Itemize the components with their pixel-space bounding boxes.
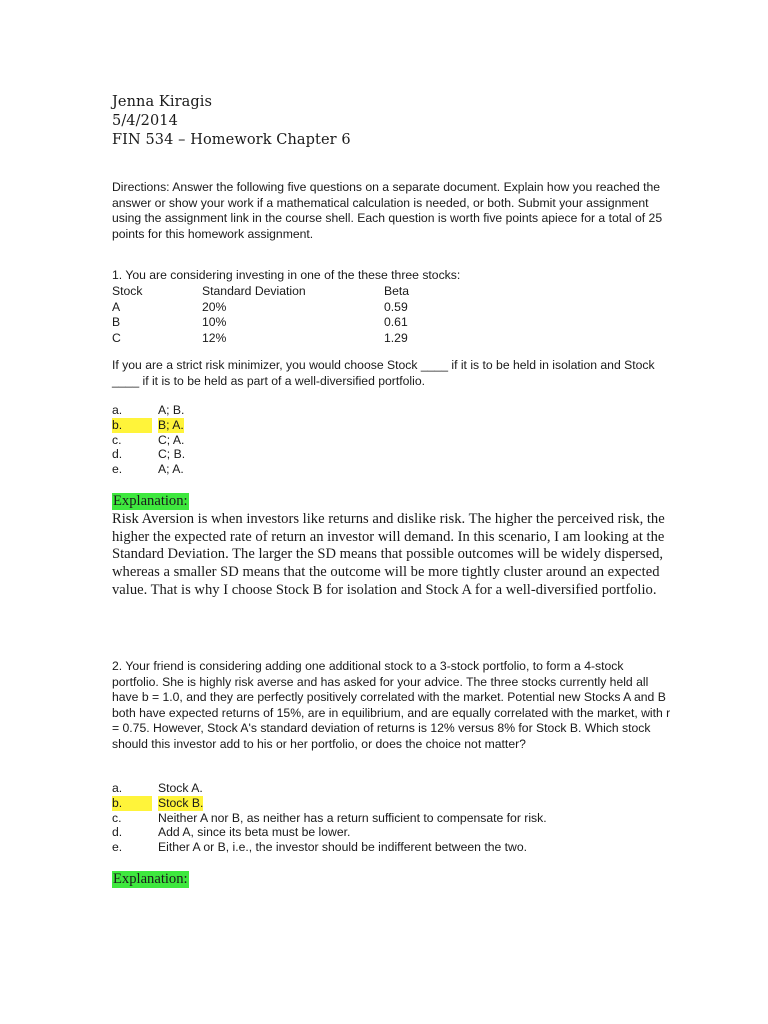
option-letter: e. [112,462,123,477]
question-1-prompt: 1. You are considering investing in one of the these three stocks: [112,268,461,282]
table-cell-beta: 1.29 [384,330,408,345]
option-text: Add A, since its beta must be lower. [158,825,351,840]
document-date: 5/4/2014 [112,113,178,129]
table-header-stock: Stock [112,284,143,298]
directions-paragraph: Directions: Answer the following five questions on a separate document. Explain how you reached the answer or show your work if a mathematical calculation is needed, or both. Submit your assignment using the assignment link in the course shell. Each question is worth five points apiece for a total of 25 points for this homework assignment. [112,180,663,241]
table-cell-stock: C [112,330,121,345]
option-letter: b. [112,418,152,434]
table-header-std-dev: Standard Deviation [202,284,306,298]
option-text: B; A. [158,417,184,432]
option-letter: d. [112,447,123,462]
option-letter: c. [112,810,122,825]
explanation-1-text: Risk Aversion is when investors like returns and dislike risk. The higher the perceived risk, the higher the expected rate of return an investor will demand. In this scenario, I am looking at the Standard Deviation. The larger the SD means that possible outcomes will be widely dispersed, whereas a smaller SD means that the outcome will be more tightly cluster around an expected value. That is why I choose Stock B for isolation and Stock A for a well-diversified portfolio. [112,511,665,598]
option-letter: b. [112,796,152,812]
option-letter: c. [112,432,122,447]
question-2-text: 2. Your friend is considering adding one additional stock to a 3-stock portfolio, to form a 4-stock portfolio. She is highly risk averse and has asked for your advice. The three stocks currently held all have b = 1.0, and they are perfectly positively correlated with the market. Potential new Stocks A and B both have expected returns of 15%, are in equilibrium, and are equally correlated with the market, with r = 0.75. However, Stock A's standard deviation of returns is 12% versus 8% for Stock B. Which stock should this investor add to his or her portfolio, or does the choice not matter? [112,659,671,751]
option-letter: d. [112,825,123,840]
option-letter: a. [112,403,123,417]
author-name: Jenna Kiragis [112,94,213,110]
option-text: A; A. [158,462,184,477]
table-cell-std-dev: 12% [202,330,227,345]
course-title: FIN 534 – Homework Chapter 6 [112,132,351,148]
table-header-beta: Beta [384,284,410,298]
question-1-text: If you are a strict risk minimizer, you would choose Stock ____ if it is to be held in isolation and Stock ____ if it is to be held as part of a well-diversified portfolio. [112,358,655,388]
table-cell-stock: B [112,315,121,330]
explanation-2-label: Explanation: [113,871,188,887]
document-header [112,93,351,150]
explanation-1-label: Explanation: [113,493,188,509]
table-cell-beta: 0.59 [384,299,408,314]
table-cell-stock: A [112,299,121,314]
option-text: Stock B. [158,795,204,810]
table-cell-std-dev: 10% [202,315,227,330]
option-text: Stock A. [158,781,203,795]
table-cell-std-dev: 20% [202,299,227,314]
table-cell-beta: 0.61 [384,315,408,330]
option-text: Neither A nor B, as neither has a return sufficient to compensate for risk. [158,810,547,825]
option-text: Either A or B, i.e., the investor should be indifferent between the two. [158,840,528,855]
option-letter: a. [112,781,123,795]
option-text: C; A. [158,432,185,447]
option-letter: e. [112,840,123,855]
option-text: C; B. [158,447,186,462]
option-text: A; B. [158,403,185,417]
